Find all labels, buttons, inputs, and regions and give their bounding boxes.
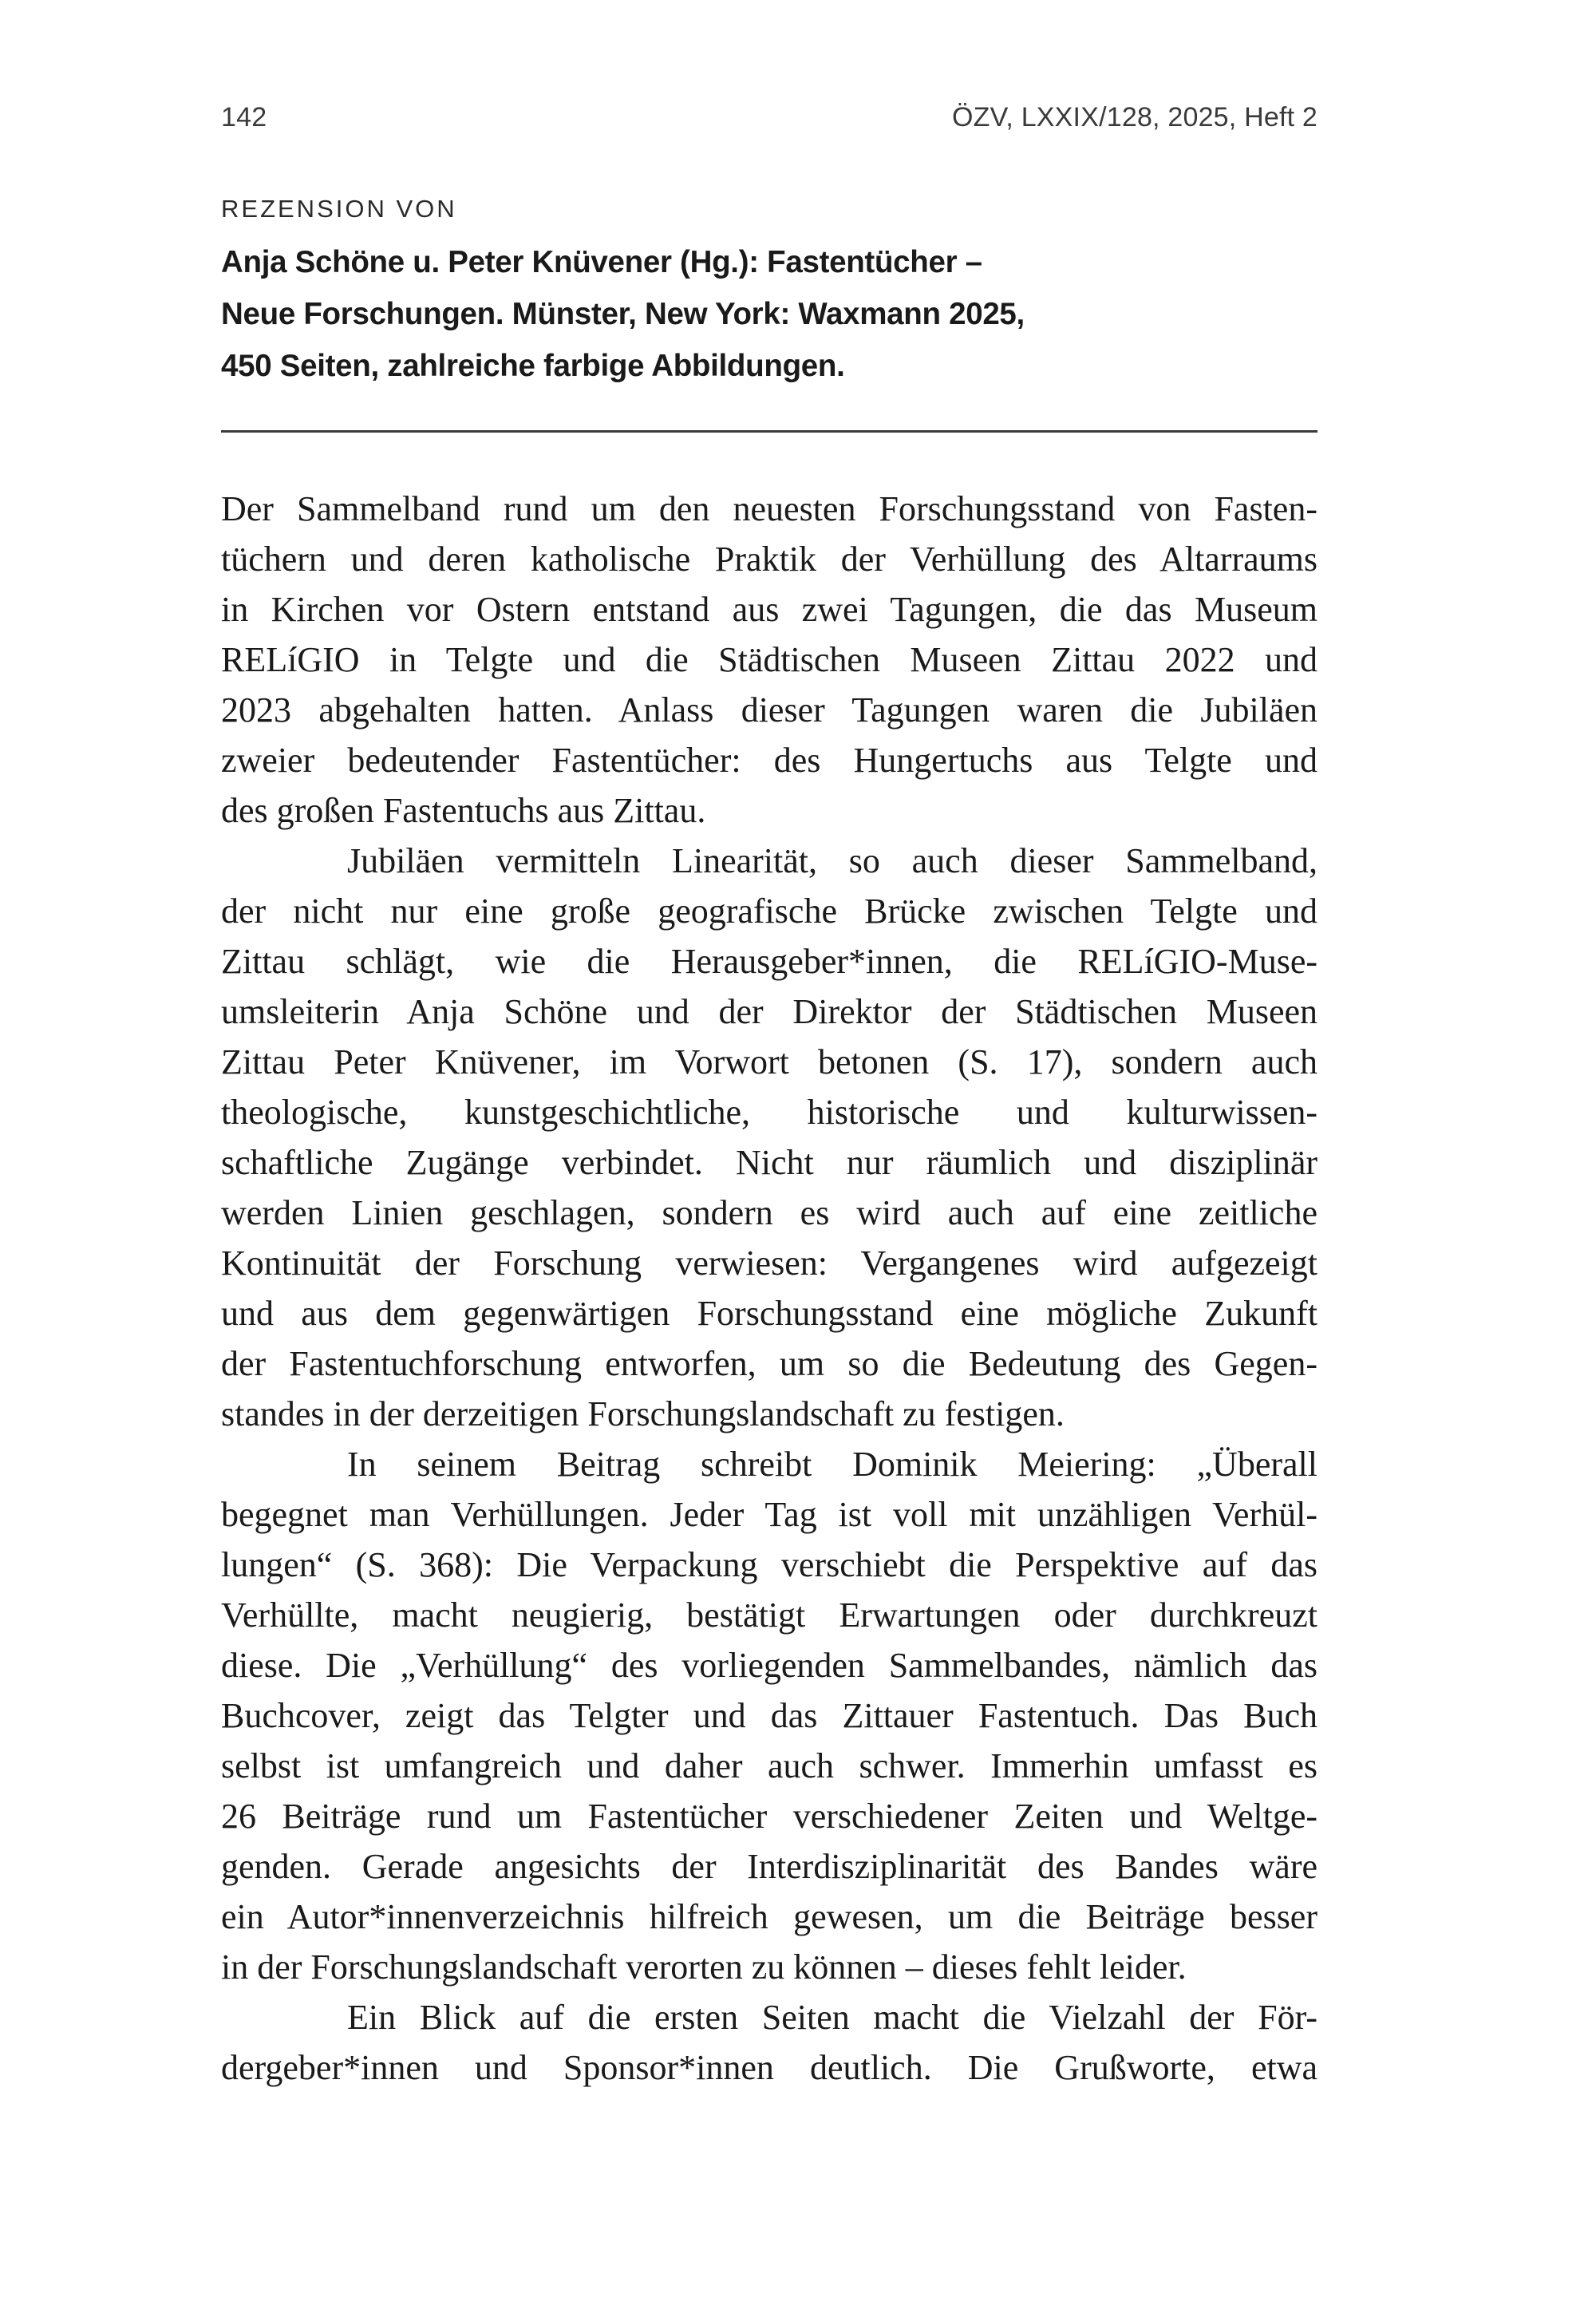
text-line: Zittau Peter Knüvener, im Vorwort betonen (S. 17), sondern auch — [221, 1042, 1317, 1081]
text-line: ein Autor*innenverzeichnis hilfreich gewesen, um die Beiträge besser — [221, 1897, 1317, 1936]
text-line: selbst ist umfangreich und daher auch schwer. Immerhin umfasst es — [221, 1746, 1317, 1785]
text-line: umsleiterin Anja Schöne und der Direktor der Städtischen Museen — [221, 992, 1317, 1031]
text-line: Der Sammelband rund um den neuesten Forschungsstand von Fasten- — [221, 489, 1317, 528]
text-line: 2023 abgehalten hatten. Anlass dieser Tagungen waren die Jubiläen — [221, 690, 1317, 729]
text-line: in Kirchen vor Ostern entstand aus zwei Tagungen, die das Museum — [221, 590, 1317, 629]
text-line: Buchcover, zeigt das Telgter und das Zittauer Fastentuch. Das Buch — [221, 1696, 1317, 1735]
review-title-line: 450 Seiten, zahlreiche farbige Abbildungen. — [221, 349, 845, 383]
text-line: der Fastentuchforschung entworfen, um so die Bedeutung des Gegen- — [221, 1344, 1317, 1383]
title-divider — [221, 430, 1317, 433]
text-line: diese. Die „Verhüllung“ des vorliegenden Sammelbandes, nämlich das — [221, 1646, 1317, 1685]
text-line: genden. Gerade angesichts der Interdisziplinarität des Bandes wäre — [221, 1847, 1317, 1886]
text-line: lungen“ (S. 368): Die Verpackung verschiebt die Perspektive auf das — [221, 1545, 1317, 1584]
paragraph — [221, 1992, 1317, 2093]
text-line: theologische, kunstgeschichtliche, historische und kulturwissen- — [221, 1093, 1317, 1132]
text-line: und aus dem gegenwärtigen Forschungsstand eine mögliche Zukunft — [221, 1294, 1317, 1333]
page-number: 142 — [221, 102, 267, 132]
paragraph — [221, 484, 1317, 836]
text-line: 26 Beiträge rund um Fastentücher verschiedener Zeiten und Weltge- — [221, 1797, 1317, 1836]
text-line: werden Linien geschlagen, sondern es wird auch auf eine zeitliche — [221, 1193, 1317, 1232]
text-line: des großen Fastentuchs aus Zittau. — [221, 791, 706, 830]
review-title — [221, 236, 1258, 392]
text-line: begegnet man Verhüllungen. Jeder Tag ist voll mit unzähligen Verhül- — [221, 1495, 1317, 1534]
text-line: Ein Blick auf die ersten Seiten macht die Vielzahl der För- — [347, 1998, 1317, 2037]
journal-citation: ÖZV, LXXIX/128, 2025, Heft 2 — [952, 102, 1317, 132]
review-title-line: Anja Schöne u. Peter Knüvener (Hg.): Fastentücher – — [221, 245, 982, 279]
body-text — [221, 484, 1317, 2093]
text-line: Jubiläen vermitteln Linearität, so auch dieser Sammelband, — [347, 841, 1317, 880]
text-line: Verhüllte, macht neugierig, bestätigt Erwartungen oder durchkreuzt — [221, 1595, 1317, 1635]
text-line: Zittau schlägt, wie die Herausgeber*innen, die RELíGIO-Muse- — [221, 942, 1317, 981]
text-line: tüchern und deren katholische Praktik der Verhüllung des Altarraums — [221, 540, 1317, 579]
text-line: der nicht nur eine große geografische Brücke zwischen Telgte und — [221, 892, 1317, 931]
text-line: Kontinuität der Forschung verwiesen: Vergangenes wird aufgezeigt — [221, 1243, 1317, 1283]
paragraph — [221, 836, 1317, 1439]
text-line: schaftliche Zugänge verbindet. Nicht nur räumlich und disziplinär — [221, 1143, 1317, 1182]
review-label: REZENSION VON — [221, 195, 457, 223]
text-line: in der Forschungslandschaft verorten zu können – dieses fehlt leider. — [221, 1947, 1187, 1987]
text-line: In seinem Beitrag schreibt Dominik Meiering: „Überall — [347, 1445, 1317, 1484]
text-line: zweier bedeutender Fastentücher: des Hungertuchs aus Telgte und — [221, 741, 1317, 780]
running-head — [221, 102, 1317, 137]
text-line: RELíGIO in Telgte und die Städtischen Museen Zittau 2022 und — [221, 640, 1317, 679]
paragraph — [221, 1439, 1317, 1992]
text-line: dergeber*innen und Sponsor*innen deutlich. Die Grußworte, etwa — [221, 2048, 1317, 2087]
text-line: standes in der derzeitigen Forschungslandschaft zu festigen. — [221, 1394, 1065, 1433]
review-title-line: Neue Forschungen. Münster, New York: Waxmann 2025, — [221, 297, 1025, 331]
